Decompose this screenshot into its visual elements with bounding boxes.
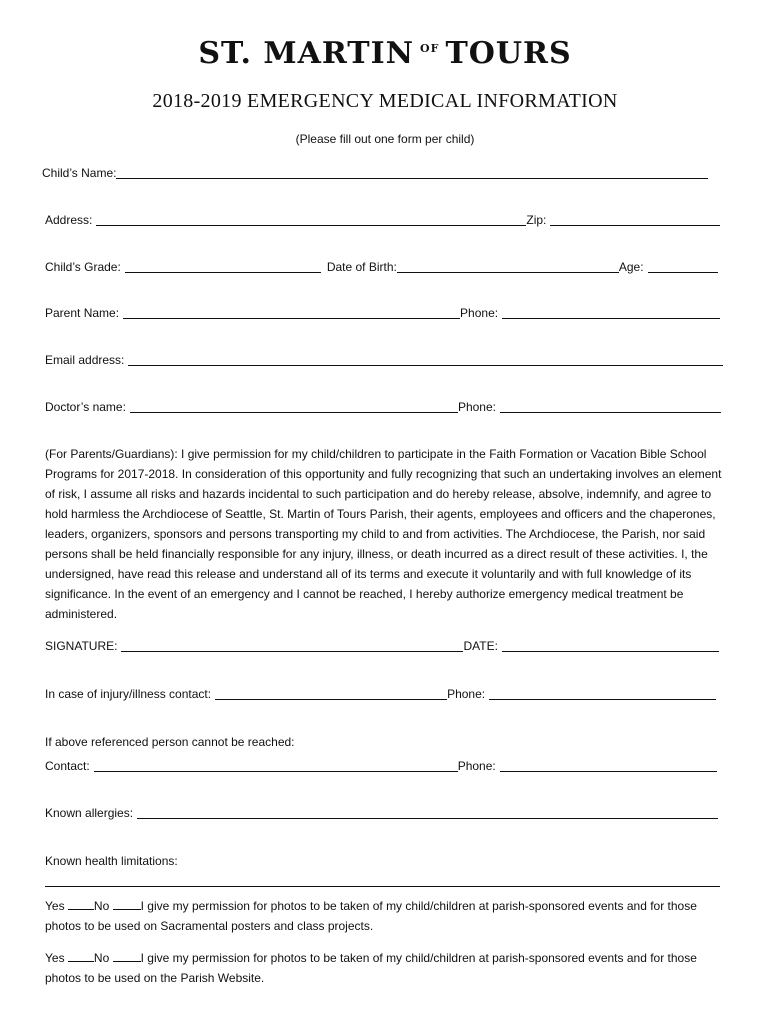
photo-no-label-2: No <box>93 951 110 965</box>
child-name-label: Child’s Name: <box>42 166 117 180</box>
injury-phone-label: Phone: <box>447 687 486 701</box>
logo-text-tours: TOURS <box>445 36 572 71</box>
address-field[interactable] <box>96 211 526 226</box>
health-field[interactable] <box>45 886 720 887</box>
injury-contact-row <box>45 681 716 701</box>
logo-text-st-martin: ST. MARTIN <box>198 36 415 71</box>
release-paragraph: (For Parents/Guardians): I give permission for my child/children to participate in the Faith Formation or Vacation Bible School Programs for 2017-2018. In consideration of this opportunity and fully recognizing that such an undertaking involves an element of risk, I assume all risks and hazards incidental to such participation and do hereby release, absolve, indemnify, and agree to hold harmless the Archdiocese of Seattle, St. Martin of Tours Parish, their agents, employees and officers and the chaperones, leaders, organizers, sponsors and persons transporting my child to and from activities. The Archdiocese, the Parish, nor said persons shall be held financially responsible for any injury, illness, or death incurred as a direct result of these activities. I, the undersigned, have read this release and understand all of its terms and execute it voluntarily and with full knowledge of its significance. In the event of an emergency and I cannot be reached, I hereby authorize emergency medical treatment be administered. <box>45 447 722 621</box>
injury-phone-field[interactable] <box>489 685 716 700</box>
parish-logo <box>0 36 770 71</box>
allergies-label: Known allergies: <box>45 806 134 820</box>
signature-row <box>45 633 719 653</box>
child-grade-label: Child’s Grade: <box>45 260 121 274</box>
date-field[interactable] <box>502 637 719 652</box>
photo-yes-blank-1[interactable] <box>68 898 94 910</box>
photo-yes-blank-2[interactable] <box>68 950 94 962</box>
parent-name-label: Parent Name: <box>45 306 120 320</box>
contact-phone-label: Phone: <box>457 759 496 773</box>
email-field[interactable] <box>128 351 723 366</box>
zip-label: Zip: <box>526 213 547 227</box>
photo-posters-text: I give my permission for photos to be taken of my child/children at parish-sponsored events and for those photos to be used on Sacramental posters and class projects. <box>45 899 697 933</box>
parent-phone-label: Phone: <box>460 306 499 320</box>
parent-row <box>45 300 720 320</box>
address-label: Address: <box>45 213 93 227</box>
allergies-row <box>45 800 718 820</box>
photo-permission-posters <box>45 896 725 936</box>
address-row <box>45 207 720 227</box>
photo-website-text: I give my permission for photos to be taken of my child/children at parish-sponsored events and for those photos to be used on the Parish Website. <box>45 951 697 985</box>
fallback-note-text: If above referenced person cannot be reached: <box>45 735 295 749</box>
injury-contact-label: In case of injury/illness contact: <box>45 687 212 701</box>
child-name-field[interactable] <box>116 164 708 179</box>
photo-yes-label-2: Yes <box>45 951 65 965</box>
grade-row <box>45 254 718 274</box>
contact-label: Contact: <box>45 759 90 773</box>
email-row <box>45 347 723 367</box>
dob-field[interactable] <box>397 258 619 273</box>
health-label: Known health limitations: <box>45 854 178 868</box>
photo-no-label-1: No <box>93 899 110 913</box>
fallback-contact-row <box>45 753 717 773</box>
photo-yes-label-1: Yes <box>45 899 65 913</box>
photo-no-blank-1[interactable] <box>113 898 141 910</box>
form-title: 2018-2019 EMERGENCY MEDICAL INFORMATION <box>152 90 618 112</box>
doctor-field[interactable] <box>130 398 458 413</box>
email-label: Email address: <box>45 353 125 367</box>
parent-name-field[interactable] <box>123 304 460 319</box>
child-grade-field[interactable] <box>125 258 321 273</box>
health-row <box>45 848 723 868</box>
form-subtitle: (Please fill out one form per child) <box>295 132 475 146</box>
parent-phone-field[interactable] <box>502 304 720 319</box>
signature-label: SIGNATURE: <box>45 639 118 653</box>
allergies-field[interactable] <box>137 804 718 819</box>
dob-label: Date of Birth: <box>326 260 397 274</box>
doctor-phone-field[interactable] <box>500 398 721 413</box>
contact-field[interactable] <box>94 757 458 772</box>
contact-phone-field[interactable] <box>500 757 717 772</box>
zip-field[interactable] <box>550 211 720 226</box>
doctor-label: Doctor’s name: <box>45 400 126 414</box>
doctor-row <box>45 394 721 414</box>
age-label: Age: <box>618 260 644 274</box>
date-label: DATE: <box>463 639 498 653</box>
photo-no-blank-2[interactable] <box>113 950 141 962</box>
fallback-note <box>45 729 723 749</box>
doctor-phone-label: Phone: <box>457 400 496 414</box>
photo-permission-website <box>45 948 725 988</box>
child-name-row <box>42 160 708 180</box>
age-field[interactable] <box>648 258 718 273</box>
injury-contact-field[interactable] <box>215 685 447 700</box>
signature-field[interactable] <box>121 637 463 652</box>
logo-text-of: OF <box>420 42 440 55</box>
